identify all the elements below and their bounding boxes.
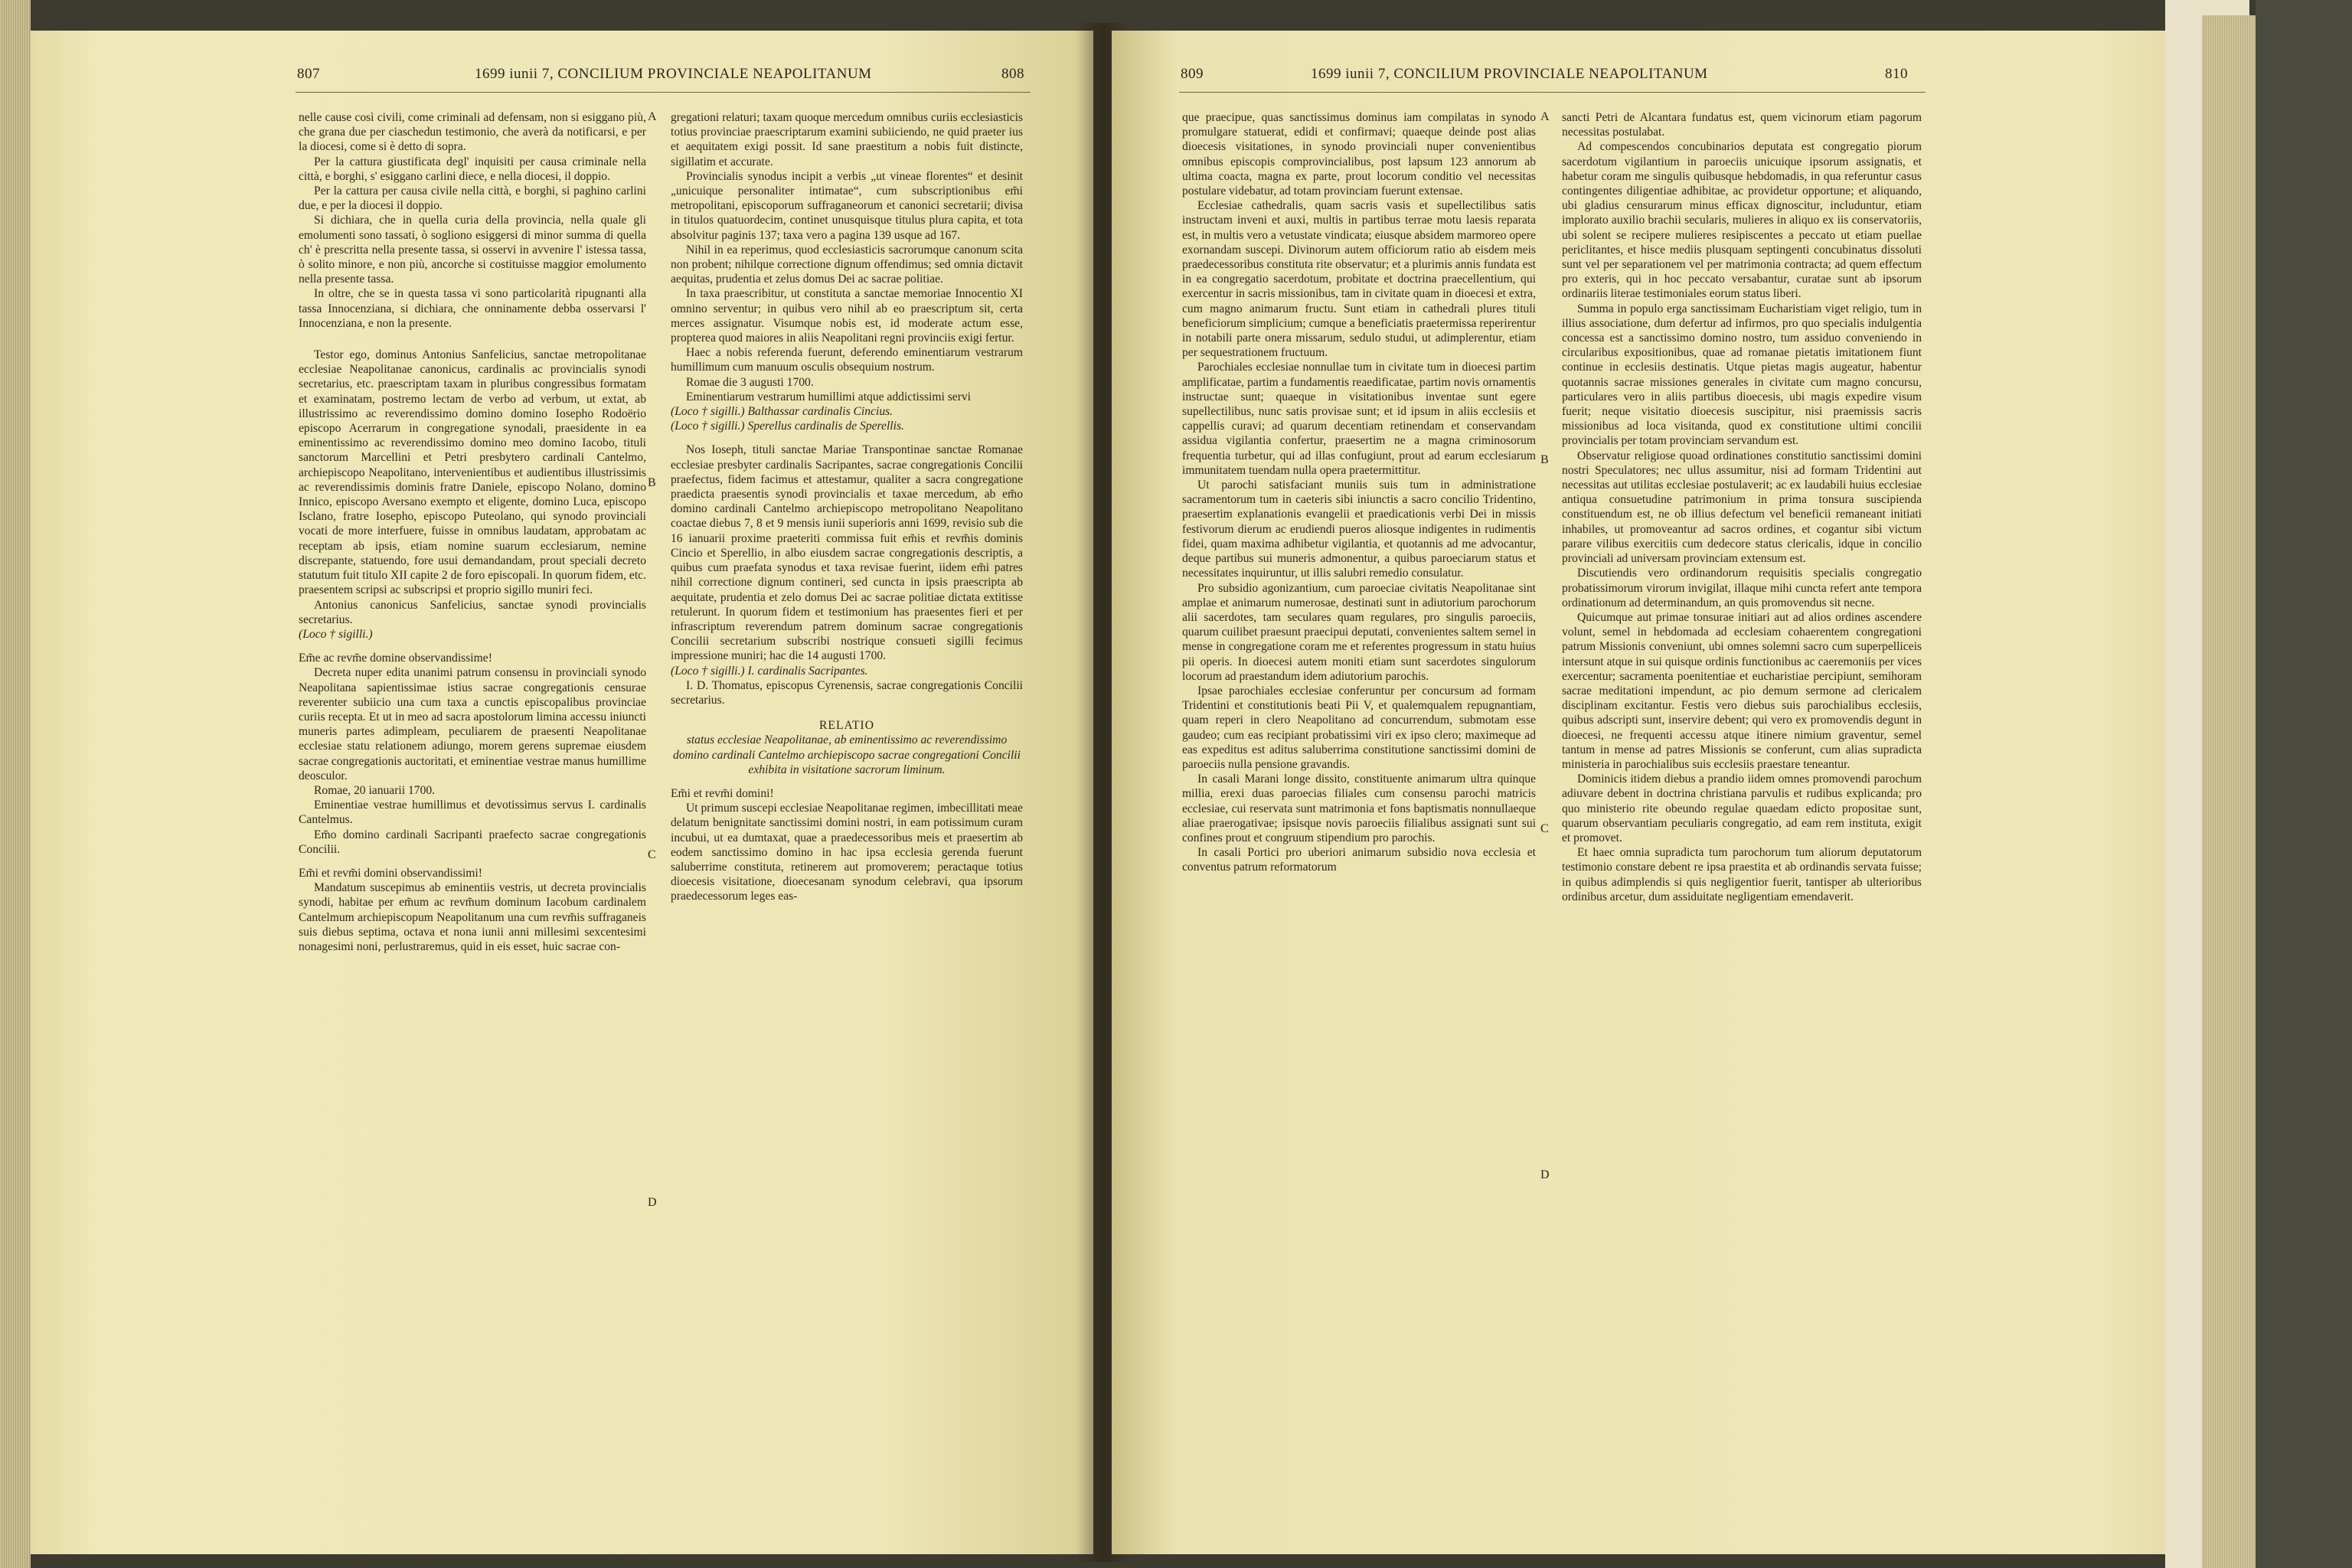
paragraph: Dominicis itidem diebus a prandio iidem omnes promovendi parochum adiuvare debent in doctrina christiana parvulis et rudibus explicanda; pro quo ministerio rite obeundo regulae quaedam edicto propositae sunt, quarum observantiam peculiaris congregatio, ad eam rem instituta, exigit et promovet. [1562, 773, 1922, 844]
left-page [31, 31, 1093, 1554]
paragraph: In oltre, che se in questa tassa vi sono particolarità ripugnanti alla tassa Innocenziana, si dichiara, che onninamente debba osservarsi l' Innocenziana, e non la presente. [299, 287, 646, 330]
paragraph: gregationi relaturi; taxam quoque mercedum omnibus curiis ecclesiasticis totius provinciae praescriptarum examini subiiciendo, ne quid praeter ius et aequitatem exigi possit. Id sane praestitum a nobis fuit distincte, sigillatim et accurate. [671, 111, 1023, 168]
page-number-810: 810 [1885, 66, 1908, 82]
section-heading: RELATIO [819, 719, 874, 733]
paragraph: Pro subsidio agonizantium, cum paroeciae civitatis Neapolitanae sint amplae et animarum numerosae, destinati sunt in adiutorium parochorum alii sacerdotes, tam seculares quam regulares, pro singulis paroeciis, quarum cuilibet praesunt praecipui deputati, convenientes saltem semel in mense in congregatione coram me et referentes progressum in statu huius pii operis. In dioecesi autem moniti etiam sunt sacerdotes singulorum locorum ad praestandum idem adiutorium parochis. [1182, 581, 1536, 683]
paragraph: Nihil in ea reperimus, quod ecclesiasticis sacrorumque canonum scita non probent; nihilque correctione dignum offendimus; sed omnia dictavit aequitas, prudentia et zelus domus Dei ac sacrae politiae. [671, 243, 1023, 286]
paragraph: Parochiales ecclesiae nonnullae tum in civitate tum in dioecesi partim amplificatae, partim a fundamentis reaedificatae, partim novis ornamentis instructae sunt; quaeque in visitationibus inventae sunt egere supellectilibus, nunc satis provisae sunt; et id ipsum in aliis ecclesiis et cappellis curavi; ad quarum decentiam retinendam et conservandam assidua vigilantia confertur, praesertim ne a magna criminosorum frequentia turbetur, qui ad illas confugiunt, prout ad earum ecclesiarum immunitatem tuendam nulla opera praetermittitur. [1182, 361, 1536, 477]
paragraph: Observatur religiose quoad ordinationes constitutio sanctissimi domini nostri Speculatores; nec ullus assumitur, nisi ad formam Tridentini aut necessitas aut utilitas ecclesiae postulaverit; ac ex laudabili huius ecclesiae antiqua consuetudine patrimonium in prima tonsura suscipienda constituendum est, ne ob illius defectum vel beneficii remaneant initiati inhabiles, ut promoveantur ad sacros ordines, et cogantur sibi victum parare vilibus exercitiis cum dedecore status clericalis, idque in concilio provinciali ad universam provinciam extensum est. [1562, 449, 1922, 566]
closing: Eminentiarum vestrarum humillimi atque addictissimi servi [686, 390, 972, 403]
right-page [1112, 31, 2202, 1554]
paragraph: Per la cattura per causa civile nella città, e borghi, si paghino carlini due, e per la diocesi il doppio. [299, 185, 646, 213]
paragraph: Ad compescendos concubinarios deputata est congregatio piorum sacerdotum vigilantium in paroeciis unicuique ipsorum assignatis, et habetur coram me singulis quibusque hebdomadis, in qua referuntur casus contingentes diligentiae adhibitae, ac providetur opportune; et aliquando, ubi gladius censurarum minus efficax dignoscitur, includuntur, etiam implorato auxilio brachii secularis, mulieres in aliquo ex iis conservatoriis, ubi solent se recipere mulieres resipiscentes a peccato ut etiam puellae periclitantes, et hisce mediis plusquam septingenti concubinatus dissoluti sunt vel per separationem vel per matrimonia contracta; ad quem effectum pro exteris, qui in hoc peccato versabantur, curatae sunt ab ipsorum ordinariis literae testimoniales eorum status liberi. [1562, 140, 1922, 301]
paragraph: nelle cause così civili, come criminali ad defensam, non si esiggano più, che grana due per ciaschedun testimonio, che averà da notificarsi, e per la diocesi, come si è detto di sopra. [299, 111, 646, 154]
margin-marker: D [1540, 1168, 1550, 1181]
margin-marker: D [648, 1196, 657, 1209]
paragraph: Decreta nuper edita unanimi patrum consensu in provinciali synodo Neapolitana sapientissimae istius sacrae congregationis censurae reverenter subiicio una cum taxa a cunctis episcopalibus provinciae curiis recepta. Et ut in meo ad sacra apostolorum limina accessu iniuncti muneris partes adimpleam, peculiarem de praesenti Neapolitanae ecclesiae statu relationem adiungo, morem gerens supremae eiusdem sacrae congregationis auctoritati, et eminentiae vestrae manus humillime deosculor. [299, 666, 646, 782]
signature: I. D. Thomatus, episcopus Cyrenensis, sacrae congregationis Concilii secretarius. [671, 678, 1023, 707]
book-cover-edge [2256, 0, 2352, 1568]
paragraph: In casali Marani longe dissito, constituente animarum ultra quinque millia, erexi duas paroecias filiales cum consensu parochi matricis ecclesiae, cui reservata sunt matrimonia et fons baptismatis nonnullaeque aliae praerogativae; ipsisque novis paroeciis filialibus assignati sunt sui confines prout et congruum stipendium pro parochis. [1182, 773, 1536, 844]
running-head: 1699 iunii 7, CONCILIUM PROVINCIALE NEAPOLITANUM [475, 66, 872, 82]
paragraph: Nos Ioseph, tituli sanctae Mariae Transpontinae sanctae Romanae ecclesiae presbyter cardinalis Sacripantes, sacrae congregationis Concilii praefectus, fidem facimus et attestamur, qualiter a sacra congregatione praedicta praesentis synodi provincialis et taxae mercedum, ab em̃o domino cardinali Cantelmo archiepiscopo metropolitano Neapolitano coactae diebus 7, 8 et 9 mensis iunii superioris anni 1699, revisio sub die 16 ianuarii proxime praeteriti commissa fuit em̃is et revm̃is dominis Cincio et Sperellio, in albo eiusdem sacrae congregationis descriptis, a quibus cum praefata synodus et taxa revisae fuerint, iidem em̃i patres nihil correctione dignum contineri, sed cuncta in ipsis praescripta ab aequitate, prudentia et zelo domus Dei ac sacrae politiae dictata extitisse retulerunt. In quorum fidem et testimonium has praesentes fieri et per infrascriptum reverendum patrem dominum sacrae congregationis Concilii secretarium subscribi nostrique consueti sigilli fecimus impressione muniri; hac die 14 augusti 1700. [671, 443, 1023, 663]
margin-marker: C [1540, 822, 1549, 835]
paragraph: Quicumque aut primae tonsurae initiari aut ad alios ordines ascendere volunt, semel in hebdomada ad ecclesiam cohaerentem congregationi patrum Missionis conveniunt, ubi omnes solemni sacro cum superpelliceis intersunt atque in sui quisque ordinis functionibus ac caeremoniis per vices exercentur; sacramenta poenitentiae et eucharistiae percipiunt, semihoram sacrae meditationi impendunt, ac pio demum sermone ad clericalem disciplinam excitantur. Festis vero diebus suis parochialibus ecclesiis, quibus adscripti sunt, inservire debent; qui vero ex promovendis degunt in dioecesi, ne frequenti accessu atque itinere nimium graventur, semel tantum in mense ad patres Missionis se conferunt, cum alias supradicta ministeria in parochialibus suis ecclesiis praestare teneantur. [1562, 610, 1922, 771]
seal-signature: (Loco † sigilli.) Balthassar cardinalis Cincius. [671, 405, 893, 419]
margin-marker: C [648, 848, 656, 861]
date-line: Romae, 20 ianuarii 1700. [314, 783, 436, 797]
paragraph: Per la cattura giustificata degl' inquisiti per causa criminale nella città, e borghi, s' esiggano carlini diece, e nella diocesi, il doppio. [299, 155, 646, 183]
left-page-header [31, 63, 1093, 86]
paragraph: Ecclesiae cathedralis, quam sacris vasis et supellectilibus satis instructam inveni et auxi, multis in partibus terrae motu laesis reparata est, in multis vero a vetustate vindicata; eiusque absidem marmoreo opere exornandam suscepi. Divinorum autem officiorum ratio ab eisdem meis praedecessoribus constituta rite observatur; et a plurimis annis fundata est in ea congregatio sacerdotum, probitate et doctrina praecellentium, qui exercentur in sacris missionibus, tam in civitate quam in dioecesi et extra, cum magno animarum fructu. Sunt etiam in cathedrali plures tituli beneficiorum simplicium; cumque a beneficiatis praetermissa reperirentur in notabili parte onera missarum, sedulo studui, ut adimplerentur, etiam per sequestrationem fructuum. [1182, 199, 1536, 360]
left-page-edges [0, 0, 31, 1568]
paragraph: Haec a nobis referenda fuerunt, deferendo eminentiarum vestrarum humillimum cum manuum osculis obsequium nostrum. [671, 346, 1023, 374]
left-page-column-1 [299, 110, 646, 954]
salutation: Em̃i et revm̃i domini! [671, 786, 774, 800]
paragraph: Discutiendis vero ordinandorum requisitis specialis congregatio probatissimorum virorum invigilat, illaque mihi cuncta refert ante tempora ordinationum ad determinandum, an quis promovendus sit necne. [1562, 567, 1922, 609]
paragraph: In casali Portici pro uberiori animarum subsidio nova ecclesia et conventus patrum reformatorum [1182, 846, 1536, 874]
seal-note: (Loco † sigilli.) [299, 627, 373, 641]
paragraph: Ut primum suscepi ecclesiae Neapolitanae regimen, imbecillitati meae delatum benignitate sanctissimi domini nostri, in eam potissimum curam incubui, ut ea dumtaxat, quae a praedecessoribus meis et praesertim ab eodem sanctissimo domino in hac ipsa ecclesia gerenda fuerunt saluberrime constituta, retinerem aut promoverem; peractaque totius dioecesis visitatione, dioecesanam synodum celebravi, qua ipsorum praedecessorum leges eas- [671, 802, 1023, 903]
margin-marker: B [648, 476, 656, 489]
paragraph: In taxa praescribitur, ut constituta a sanctae memoriae Innocentio XI omnino serventur; in quibus vero nihil ab eo praescriptum sit, certa merces assignatur. Visumque nobis est, id moderate actum esse, propterea quod maiores in aliis Neapolitani regni provinciis exigi fertur. [671, 287, 1023, 345]
running-head: 1699 iunii 7, CONCILIUM PROVINCIALE NEAPOLITANUM [1311, 66, 1708, 82]
header-rule [296, 92, 1031, 93]
margin-marker: B [1540, 453, 1549, 466]
fore-edge-pages [2202, 15, 2256, 1568]
left-page-column-2 [671, 110, 1023, 904]
paragraph: Ut parochi satisfaciant muniis suis tum in administratione sacramentorum tum in caeteris sibi iniunctis a sacro concilio Tridentino, praesertim explanationis evangelii et praedicationis verbi Dei in missis festivorum dierum ac erudiendi pueros aliosque indigentes in rudimentis fidei, quam maxima adhibetur vigilantia, et quotannis ad me advocantur, deque partibus sui muneris admonentur, a quibus paroeciarum status et necessitates inquiruntur, ut illis salubri remedio consulatur. [1182, 479, 1536, 580]
seal-signature: (Loco † sigilli.) Sperellus cardinalis de Sperellis. [671, 420, 904, 433]
right-page-column-1 [1182, 110, 1536, 875]
salutation: Em̃i et revm̃i domini observandissimi! [299, 866, 482, 880]
paragraph: sancti Petri de Alcantara fundatus est, quem vicinorum etiam pagorum necessitas postulabat. [1562, 111, 1922, 139]
page-number-809: 809 [1181, 66, 1204, 82]
paragraph: Mandatum suscepimus ab eminentiis vestris, ut decreta provincialis synodi, habitae per em̃um ac revm̃um dominum Iacobum cardinalem Cantelmum archiepiscopum Neapolitanum una cum revm̃is suffraganeis suis diebus septima, octava et nona iunii anni millesimi sexcentesimi nonagesimi noni, perlustraremus, quid in eis esset, huic sacrae con- [299, 881, 646, 953]
paragraph: Et haec omnia supradicta tum parochorum tum aliorum deputatorum testimonio constare debent re ipsa praestita et ab ordinandis servata fuisse; in quibus adimplendis si quis negligentior fuerit, tantisper ab ulterioribus ordinibus arcetur, dum assiduitate negligentiam emendaverit. [1562, 846, 1922, 903]
paragraph: Testor ego, dominus Antonius Sanfelicius, sanctae metropolitanae ecclesiae Neapolitanae canonicus, cardinalis ac provincialis synodi secretarius, etc. praescriptam taxam in pluribus congressibus formatam et examinatam, postremo lectam de verbo ad verbum, ut extat, ab illustrissimo ac reverendissimo domino domino Iosepho Rodoërio episcopo Acerrarum in congregatione synodali, praesidente in ea eminentissimo ac reverendissimo domino meo domino Iacobo, tituli sanctorum Marcellini et Petri presbytero cardinali Cantelmo, archiepiscopo Neapolitano, intervenientibus et audientibus illustrissimis ac reverendissimis dominis fratre Daniele, episcopo Nolano, domino Innico, episcopo Aversano exempto et eligente, domino Luca, episcopo Isclano, fratre Iosepho, episcopo Puteolano, qui synodo provinciali vocati de more interfuere, fuisse in omnibus laudatam, approbatam ac receptam ab ipsis, etiam nomine suarum ecclesiarum, nemine discrepante, statuendo, fore usui demandandam, prout speciali decreto statutum fuit titulo XII capite 2 de foro episcopali. In quorum fidem, etc. praesentem scripsi ac subscripsi et proprio sigillo muniri feci. [299, 348, 646, 597]
header-rule [1179, 92, 1926, 93]
paragraph: Provincialis synodus incipit a verbis „ut vineae florentes“ et desinit „unicuique personaliter intimatae“, cum subscriptionibus em̃i metropolitani, episcoporum suffraganeorum et canonici secretarii; divisa in titulos quatuordecim, continet unusquisque titulus plura capita, et tota absolvitur paginis 137; taxa vero a pagina 139 usque ad 167. [671, 169, 1023, 242]
paragraph: Si dichiara, che in quella curia della provincia, nella quale gli emolumenti sono tassati, ò sogliono esiggersi di minor summa di quella ch' è prescritta nella presente tassa, si osservi in avvenire l' istessa tassa, ò solito minore, e non più, ancorche si costituisse maggior emolumento nella presente tassa. [299, 214, 646, 286]
paragraph: que praecipue, quas sanctissimus dominus iam compilatas in synodo promulgare statuerat, edidi et confirmavi; quaeque deinde post alias dioecesis visitationes, in synodo provinciali nuper convenientibus omnibus episcopis comprovincialibus, post lapsum 123 annorum ab ultima coacta, magna ex parte, prout locorum conditio vel necessitas postulare videbatur, ad totam provinciam fuerunt extensae. [1182, 111, 1536, 198]
margin-marker: A [1540, 110, 1550, 123]
page-number-807: 807 [297, 66, 320, 82]
paragraph: Summa in populo erga sanctissimam Eucharistiam viget religio, tum in illius associatione, dum defertur ad infirmos, pro quo specialis indulgentia concessa est a sanctissimo domino nostro, tum assiduo conveniendo in circularibus expositionibus, quae ad romanae pietatis imitationem fiunt continue in ecclesiis destinatis. Utque pietas magis augeatur, habentur quotannis sacrae missiones generales in civitate cum magno concursu, particulares vero in aliis partibus dioecesis, ubi magis expedire visum fuerit; neque visitatio dioecesis suscipitur, nisi praemissis sacris missionibus ad loca visitanda, quod ex constitutione ultimi concilii provincialis per totam provinciam servandum est. [1562, 302, 1922, 448]
addressee: Em̃o domino cardinali Sacripanti praefecto sacrae congregationis Concilii. [299, 828, 646, 856]
seal-signature: (Loco † sigilli.) I. cardinalis Sacripantes. [671, 664, 868, 678]
date-line: Romae die 3 augusti 1700. [686, 375, 814, 389]
signature: Antonius canonicus Sanfelicius, sanctae synodi provincialis secretarius. [299, 598, 646, 626]
right-page-header [1112, 63, 2202, 86]
margin-marker: A [648, 110, 657, 123]
salutation: Em̃e ac revm̃e domine observandissime! [299, 652, 492, 665]
paragraph: Ipsae parochiales ecclesiae conferuntur per concursum ad formam Tridentini et constitutionis beati Pii V, et qualemqualem repugnantiam, quam reperi in clero Neapolitano ad concurrendum, submotam esse gaudeo; cum eas recipiant probatissimi viri ex ipso clero; maximeque ad eas expeditus est aditus saluberrima constitutione sanctissimi domini de paroeciis nulla pensione gravandis. [1182, 684, 1536, 771]
page-number-808: 808 [1001, 66, 1024, 82]
right-page-column-2 [1562, 110, 1922, 904]
section-subtitle: status ecclesiae Neapolitanae, ab eminentissimo ac reverendissimo domino cardinali Cantelmo archiepiscopo sacrae congregationi Concilii exhibita in visitatione sacrorum liminum. [673, 733, 1021, 776]
signature: Eminentiae vestrae humillimus et devotissimus servus I. cardinalis Cantelmus. [299, 799, 646, 827]
